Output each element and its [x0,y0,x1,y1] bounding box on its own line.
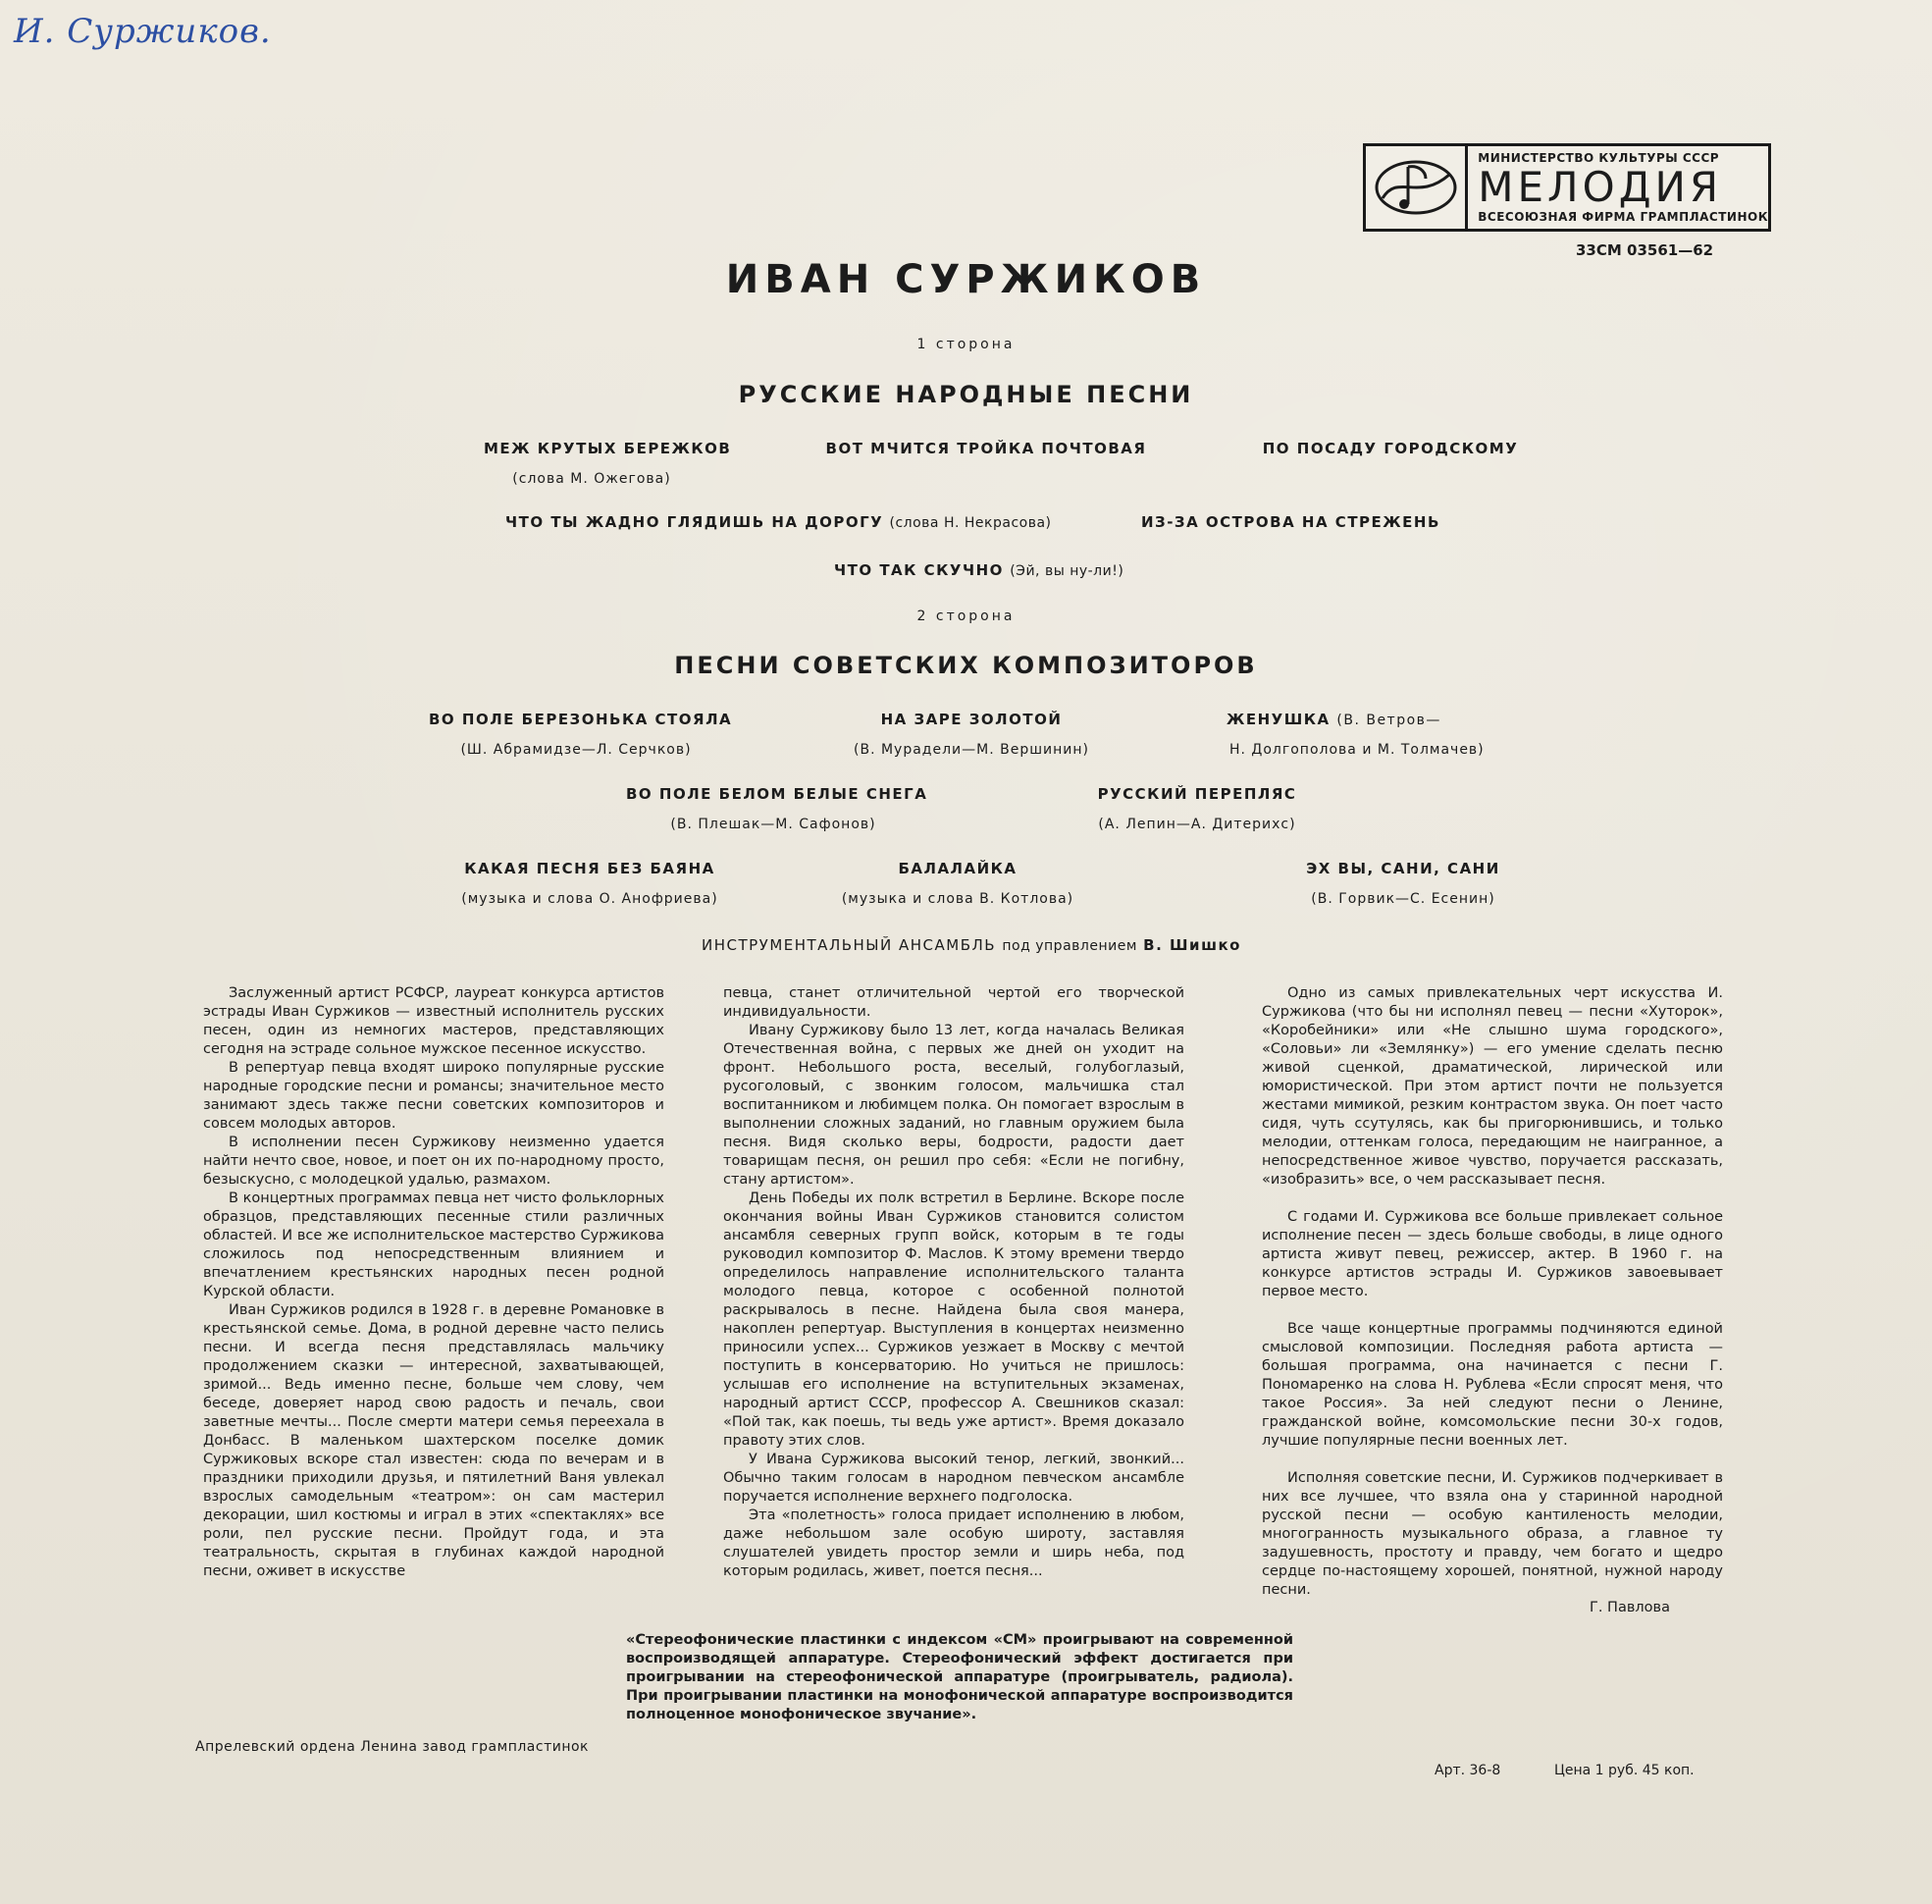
track-2-4 [626,785,928,832]
side-1-label: 1 сторона [916,337,1016,352]
track-credit: (В. Горвик—С. Есенин) [1311,891,1495,907]
logo-ministry-line: МИНИСТЕРСТВО КУЛЬТУРЫ СССР [1478,151,1720,165]
paragraph: В концертных программах певца нет чисто фольклорных образцов, представляющих песенные стили различных областей. И все же исполнительское мастерство Суржикова сложилось под непосредственным влиянием и впечатлением крестьянских народных песен родной Курской области. [203,1190,664,1299]
paragraph: С годами И. Суржикова все больше привлекает сольное исполнение песен — здесь больше свободы, в лице одного артиста живут певец, режиссер, актер. В 1960 г. на конкурсе артистов эстрады И. Суржиков завоевывает первое место. [1262,1209,1723,1299]
paragraph: Иван Суржиков родился в 1928 г. в деревне Романовке в крестьянской семье. Дома, в родной деревне часто пелись песни. И всегда песня представлялась мальчику продолжением сказки — интересной, захватывающей, зримой... Ведь именно песне, больше чем слову, чем беседе, доверяет народ свою радость и печаль, свои заветные мечты... После смерти матери семья переехала в Донбасс. В маленьком шахтерском поселке домик Суржиковых вскоре стал известен: сюда по вечерам и в праздники приходили друзья, и пятилетний Ваня увлекал взрослых самодельным «театром»: он сам мастерил декорации, шил костюмы и играл в этих «спектаклях» все роли, пел русские песни. Пройдут года, и эта театральность, скрытая в глубинах каждой народной песни, оживет в искусстве [203,1302,664,1579]
track-2-5 [1070,785,1325,832]
track-1-6 [834,561,1123,579]
price: Цена 1 руб. 45 коп. [1554,1763,1695,1778]
side-1-heading: РУССКИЕ НАРОДНЫЕ ПЕСНИ [738,381,1194,408]
track-credit: (В. Мурадели—М. Вершинин) [854,742,1089,758]
handwritten-inscription: И. Суржиков. [14,12,272,51]
paragraph: У Ивана Суржикова высокий тенор, легкий, звонкий... Обычно таким голосам в народном певческом ансамбле поручается исполнение верхнего подголоска. [723,1452,1184,1505]
track-credit: (В. Ветров— [1336,713,1441,728]
track-title: ЧТО ТЫ ЖАДНО ГЛЯДИШЬ НА ДОРОГУ [505,513,884,531]
ensemble-name: ИНСТРУМЕНТАЛЬНЫЙ АНСАМБЛЬ [702,936,997,954]
side-2-label: 2 сторона [916,608,1016,624]
manufacturer: Апрелевский ордена Ленина завод грампластинок [195,1739,590,1755]
artist-title: ИВАН СУРЖИКОВ [725,257,1207,302]
track-title: ЖЕНУШКА [1227,711,1331,728]
track-credit: (А. Лепин—А. Дитерихс) [1098,817,1296,832]
track-2-7 [810,860,1105,907]
paragraph: В репертуар певца входят широко популярные русские народные городские песни и романсы; значительное место занимают здесь также песни советских композиторов и совсем молодых авторов. [203,1060,664,1132]
track-title: ИЗ-ЗА ОСТРОВА НА СТРЕЖЕНЬ [1141,513,1440,531]
track-1-5 [1141,513,1440,531]
paragraph: Ивану Суржикову было 13 лет, когда началась Великая Отечественная война, с первых же дней он уходит на фронт. Небольшого роста, веселый, голубоглазый, русоголовый, с звонким голосом, мальчишка стал воспитанником и любимцем полка. Он помогает взрослым в выполнении сложных заданий, но главным оружием была песня. Видя сколько веры, бодрости, радости дает товарищам песня, он решил про себя: «Если не погибну, стану артистом». [723,1023,1184,1188]
melodiya-logo [1363,143,1771,232]
stereo-notice: «Стереофонические пластинки с индексом «СМ» проигрывают на современной воспроизводящей аппаратуре. Стереофонический эффект достигается при проигрывании на стереофонической аппаратуре (проигрыватель, радиола). При проигрывании пластинки на монофонической аппаратуре воспроизводится полноценное монофоническое звучание». [626,1632,1293,1722]
track-2-3 [1227,711,1540,758]
article-number: Арт. 36-8 [1435,1763,1501,1778]
track-2-1 [429,711,733,758]
track-title: МЕЖ КРУТЫХ БЕРЕЖКОВ [484,440,732,457]
track-2-2 [839,711,1104,758]
track-title: ЧТО ТАК СКУЧНО [834,561,1004,579]
liner-notes-column-3 [1262,984,1723,1600]
paragraph: Одно из самых привлекательных черт искусства И. Суржикова (что бы ни исполнял певец — песни «Хуторок», «Коробейники» или «Не слышно шума городского», «Соловьи» ли «Землянку») — его умение сделать песню живой сценкой, драматической, лирической или юмористической. При этом артист почти не пользуется жестами мимикой, резким контрастом звука. Он поет часто сидя, чуть ссутулясь, как бы пригорюнившись, и только мелодии, оттенкам голоса, передающим не наигранное, а непосредственное живое чувство, поручается рассказать, «изобразить» все, о чем рассказывает песня. [1262,985,1723,1188]
track-title: ВО ПОЛЕ БЕРЕЗОНЬКА СТОЯЛА [429,711,733,728]
paragraph: Заслуженный артист РСФСР, лауреат конкурса артистов эстрады Иван Суржиков — известный исполнитель русских песен, один из немногих мастеров, представляющих сегодня на эстраде сольное мужское песенное искусство. [203,985,664,1057]
track-1-1 [484,440,732,487]
notes-author: Г. Павлова [1590,1600,1670,1615]
track-title: ВОТ МЧИТСЯ ТРОЙКА ПОЧТОВАЯ [825,440,1147,457]
track-1-2 [824,440,1148,457]
track-credit: (слова Н. Некрасова) [889,515,1052,531]
melodiya-emblem-icon [1366,146,1468,229]
track-credit: (музыка и слова О. Анофриева) [461,891,718,907]
ensemble-credit [702,936,1241,954]
side-2-heading: ПЕСНИ СОВЕТСКИХ КОМПОЗИТОРОВ [674,652,1258,679]
track-title: ВО ПОЛЕ БЕЛОМ БЕЛЫЕ СНЕГА [626,785,928,803]
track-title: БАЛАЛАЙКА [898,860,1018,877]
track-title: ЭХ ВЫ, САНИ, САНИ [1306,860,1500,877]
paragraph: В исполнении песен Суржикову неизменно удается найти нечто свое, новое, и поет он их по-народному просто, безыскусно, с молодецкой удалью, размахом. [203,1135,664,1188]
ensemble-conductor: В. Шишко [1143,936,1241,954]
track-2-8 [1280,860,1526,907]
paragraph: певца, станет отличительной чертой его творческой индивидуальности. [723,985,1184,1020]
track-title: РУССКИЙ ПЕРЕПЛЯС [1097,785,1297,803]
track-credit-line-2: Н. Долгополова и М. Толмачев) [1229,742,1485,758]
track-credit: (В. Плешак—М. Сафонов) [670,817,876,832]
track-2-6 [428,860,752,907]
logo-firm-line: ВСЕСОЮЗНАЯ ФИРМА ГРАМПЛАСТИНОК [1478,210,1768,224]
logo-brand-name: МЕЛОДИЯ [1478,163,1723,211]
track-title: ПО ПОСАДУ ГОРОДСКОМУ [1262,440,1519,457]
track-title: НА ЗАРЕ ЗОЛОТОЙ [880,711,1063,728]
track-credit: (Эй, вы ну-ли!) [1010,563,1124,579]
ensemble-under: под управлением [1002,938,1137,954]
track-1-3 [1248,440,1533,457]
track-title: КАКАЯ ПЕСНЯ БЕЗ БАЯНА [464,860,715,877]
track-credit: (Ш. Абрамидзе—Л. Серчков) [460,742,692,758]
paragraph: Исполняя советские песни, И. Суржиков подчеркивает в них все лучшее, что взяла она у старинной народной русской песни — особую кантиленость мелодии, многогранность музыкального образа, а главное ту задушевность, простоту и правду, чем богато и щедро сердце по-настоящему хорошей, понятной, нужной народу песни. [1262,1470,1723,1598]
catalog-number: 33СМ 03561—62 [1576,241,1714,259]
track-credit: (слова М. Ожегова) [512,471,671,487]
track-credit: (музыка и слова В. Котлова) [841,891,1074,907]
paragraph: Все чаще концертные программы подчиняются единой смысловой композиции. Последняя работа артиста — большая программа, она начинается с песни Г. Пономаренко на слова Н. Рублева «Если спросят меня, что такое Россия». За ней следуют песни о Ленине, гражданской войне, комсомольские песни 30-х годов, лучшие популярные песни военных лет. [1262,1321,1723,1449]
track-1-4 [505,513,1052,531]
liner-notes-column-1 [203,984,664,1581]
paragraph: Эта «полетность» голоса придает исполнению в любом, даже небольшом зале особую широту, заставляя слушателей увидеть простор земли и ширь неба, под которым родилась, живет, поется песня... [723,1507,1184,1579]
liner-notes-column-2 [723,984,1184,1581]
paragraph: День Победы их полк встретил в Берлине. Вскоре после окончания войны Иван Суржиков становится солистом ансамбля северных групп войск, которым в те годы руководил композитор Ф. Маслов. К этому времени твердо определилось направление исполнительского таланта молодого певца, которое с особенной полнотой раскрывалось в песне. Найдена была своя манера, накоплен репертуар. Выступления в концертах неизменно приносили успех... Суржиков уезжает в Москву с мечтой поступить в консерваторию. Но учиться не пришлось: услышав его исполнение на вступительных экзаменах, народный артист СССР, профессор А. Свешников сказал: «Пой так, как поешь, ты ведь уже артист». Время доказало правоту этих слов. [723,1190,1184,1449]
